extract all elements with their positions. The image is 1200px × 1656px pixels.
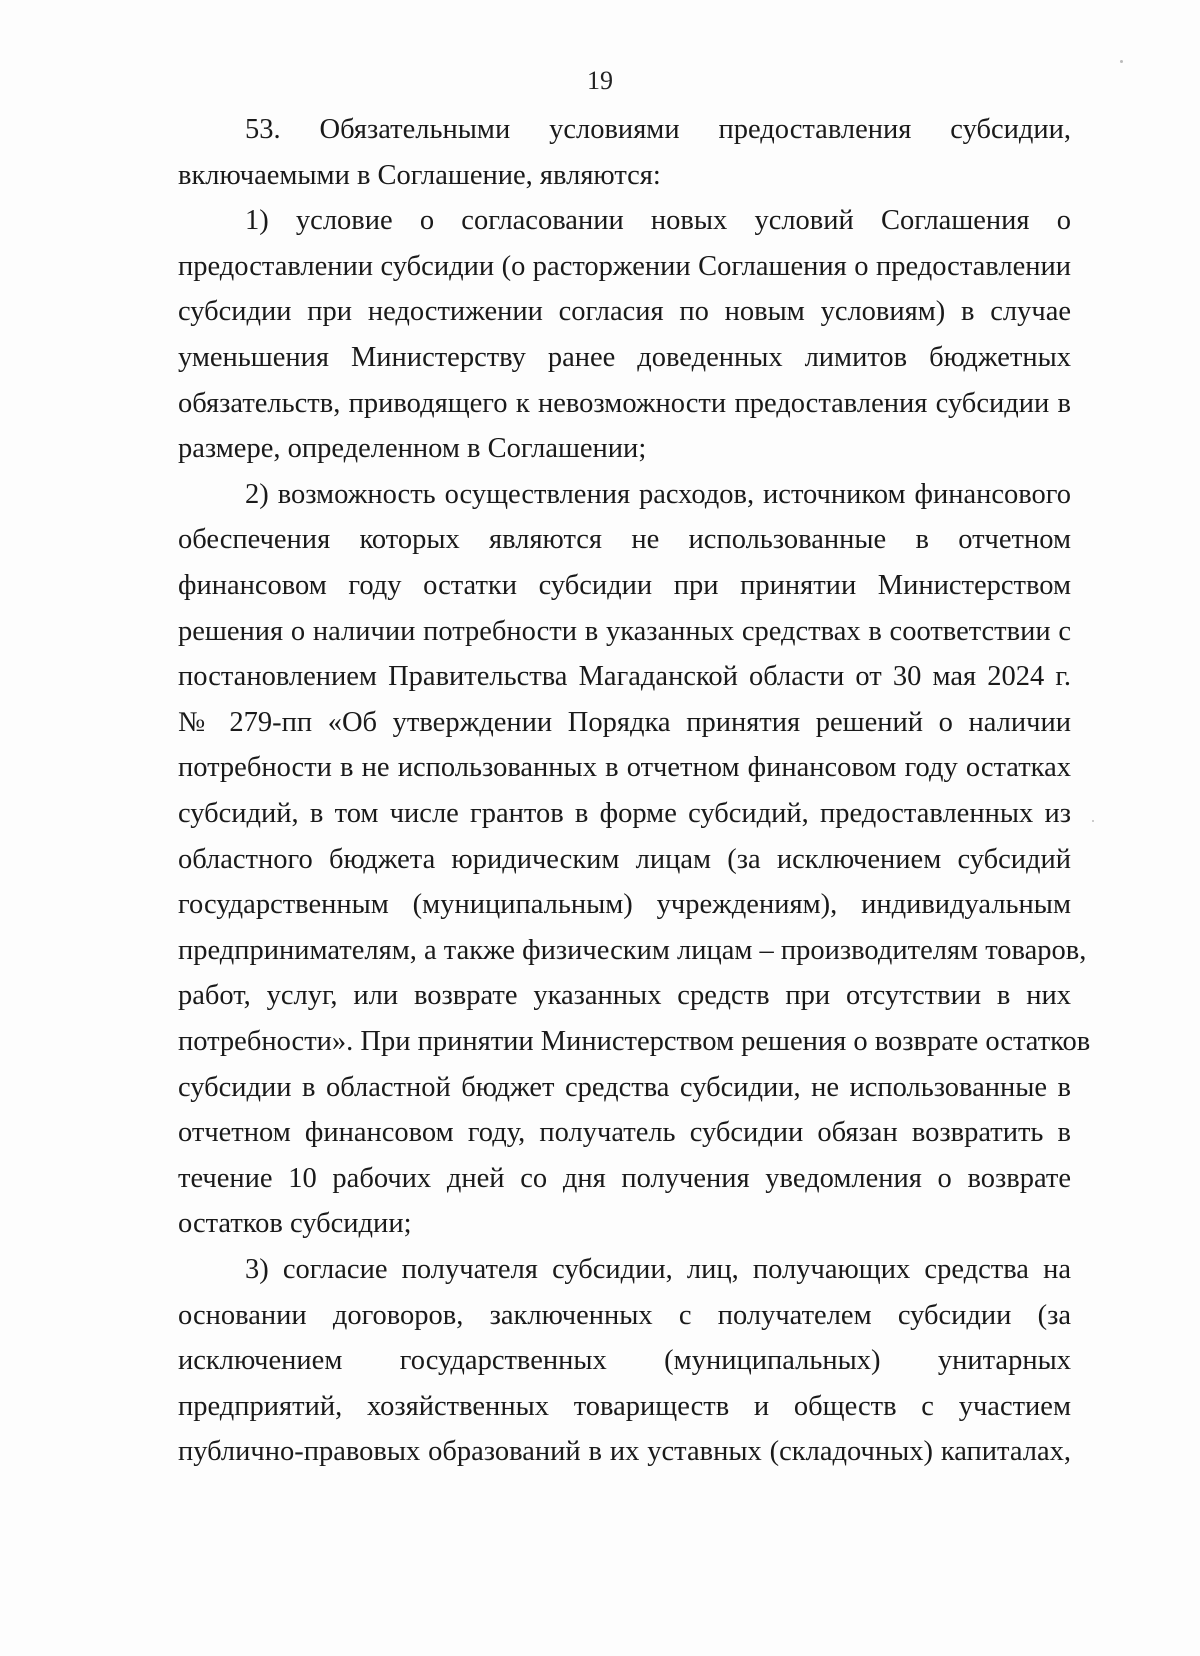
text-line: размере, определенном в Соглашении;	[178, 433, 647, 465]
page-number: 19	[587, 66, 613, 95]
text-line: № 279-пп «Об утверждении Порядка принятия решений о наличии	[178, 706, 1071, 738]
text-line: государственным (муниципальным) учреждениям), индивидуальным	[178, 889, 1071, 921]
scan-speck	[1120, 60, 1123, 63]
text-line: потребности в не использованных в отчетном финансовом году остатках	[178, 752, 1071, 784]
text-line: исключением государственных (муниципальных) унитарных	[178, 1345, 1071, 1377]
text-line: 1) условие о согласовании новых условий Соглашения о	[245, 205, 1071, 237]
text-line: финансовом году остатки субсидии при принятии Министерством	[178, 570, 1071, 601]
text-line: уменьшения Министерству ранее доведенных лимитов бюджетных	[178, 342, 1071, 373]
text-line: работ, услуг, или возврате указанных средств при отсутствии в них	[178, 980, 1071, 1012]
text-line: решения о наличии потребности в указанных средствах в соответствии с	[178, 615, 1071, 647]
text-line: 53. Обязательными условиями предоставления субсидии,	[245, 114, 1071, 145]
text-line: публично-правовых образований в их уставных (складочных) капиталах,	[178, 1436, 1071, 1468]
text-line: предоставлении субсидии (о расторжении Соглашения о предоставлении	[178, 250, 1071, 282]
text-line: субсидии в областной бюджет средства субсидии, не использованные в	[178, 1071, 1071, 1103]
text-line: предприятий, хозяйственных товариществ и обществ с участием	[178, 1390, 1071, 1422]
text-line: потребности». При принятии Министерством решения о возврате остатков	[178, 1026, 1091, 1057]
text-line: остатков субсидии;	[178, 1208, 412, 1240]
text-line: обязательств, приводящего к невозможности предоставления субсидии в	[178, 387, 1071, 419]
text-line: основании договоров, заключенных с получателем субсидии (за	[178, 1299, 1071, 1331]
text-line: 3) согласие получателя субсидии, лиц, получающих средства на	[245, 1254, 1071, 1285]
text-line: отчетном финансовом году, получатель субсидии обязан возвратить в	[178, 1117, 1071, 1149]
text-line: 2) возможность осуществления расходов, источником финансового	[245, 478, 1071, 510]
text-line: областного бюджета юридическим лицам (за исключением субсидий	[178, 843, 1071, 875]
text-line: субсидии при недостижении согласия по новым условиям) в случае	[178, 296, 1071, 328]
text-line: субсидий, в том числе грантов в форме субсидий, предоставленных из	[178, 798, 1071, 829]
text-line: предпринимателям, а также физическим лицам – производителям товаров,	[178, 934, 1087, 966]
scan-speck	[1092, 820, 1094, 822]
text-line: обеспечения которых являются не использованные в отчетном	[178, 524, 1071, 556]
text-line: постановлением Правительства Магаданской области от 30 мая 2024 г.	[178, 661, 1071, 693]
text-line: течение 10 рабочих дней со дня получения уведомления о возврате	[178, 1162, 1071, 1194]
text-line: включаемыми в Соглашение, являются:	[178, 159, 661, 191]
